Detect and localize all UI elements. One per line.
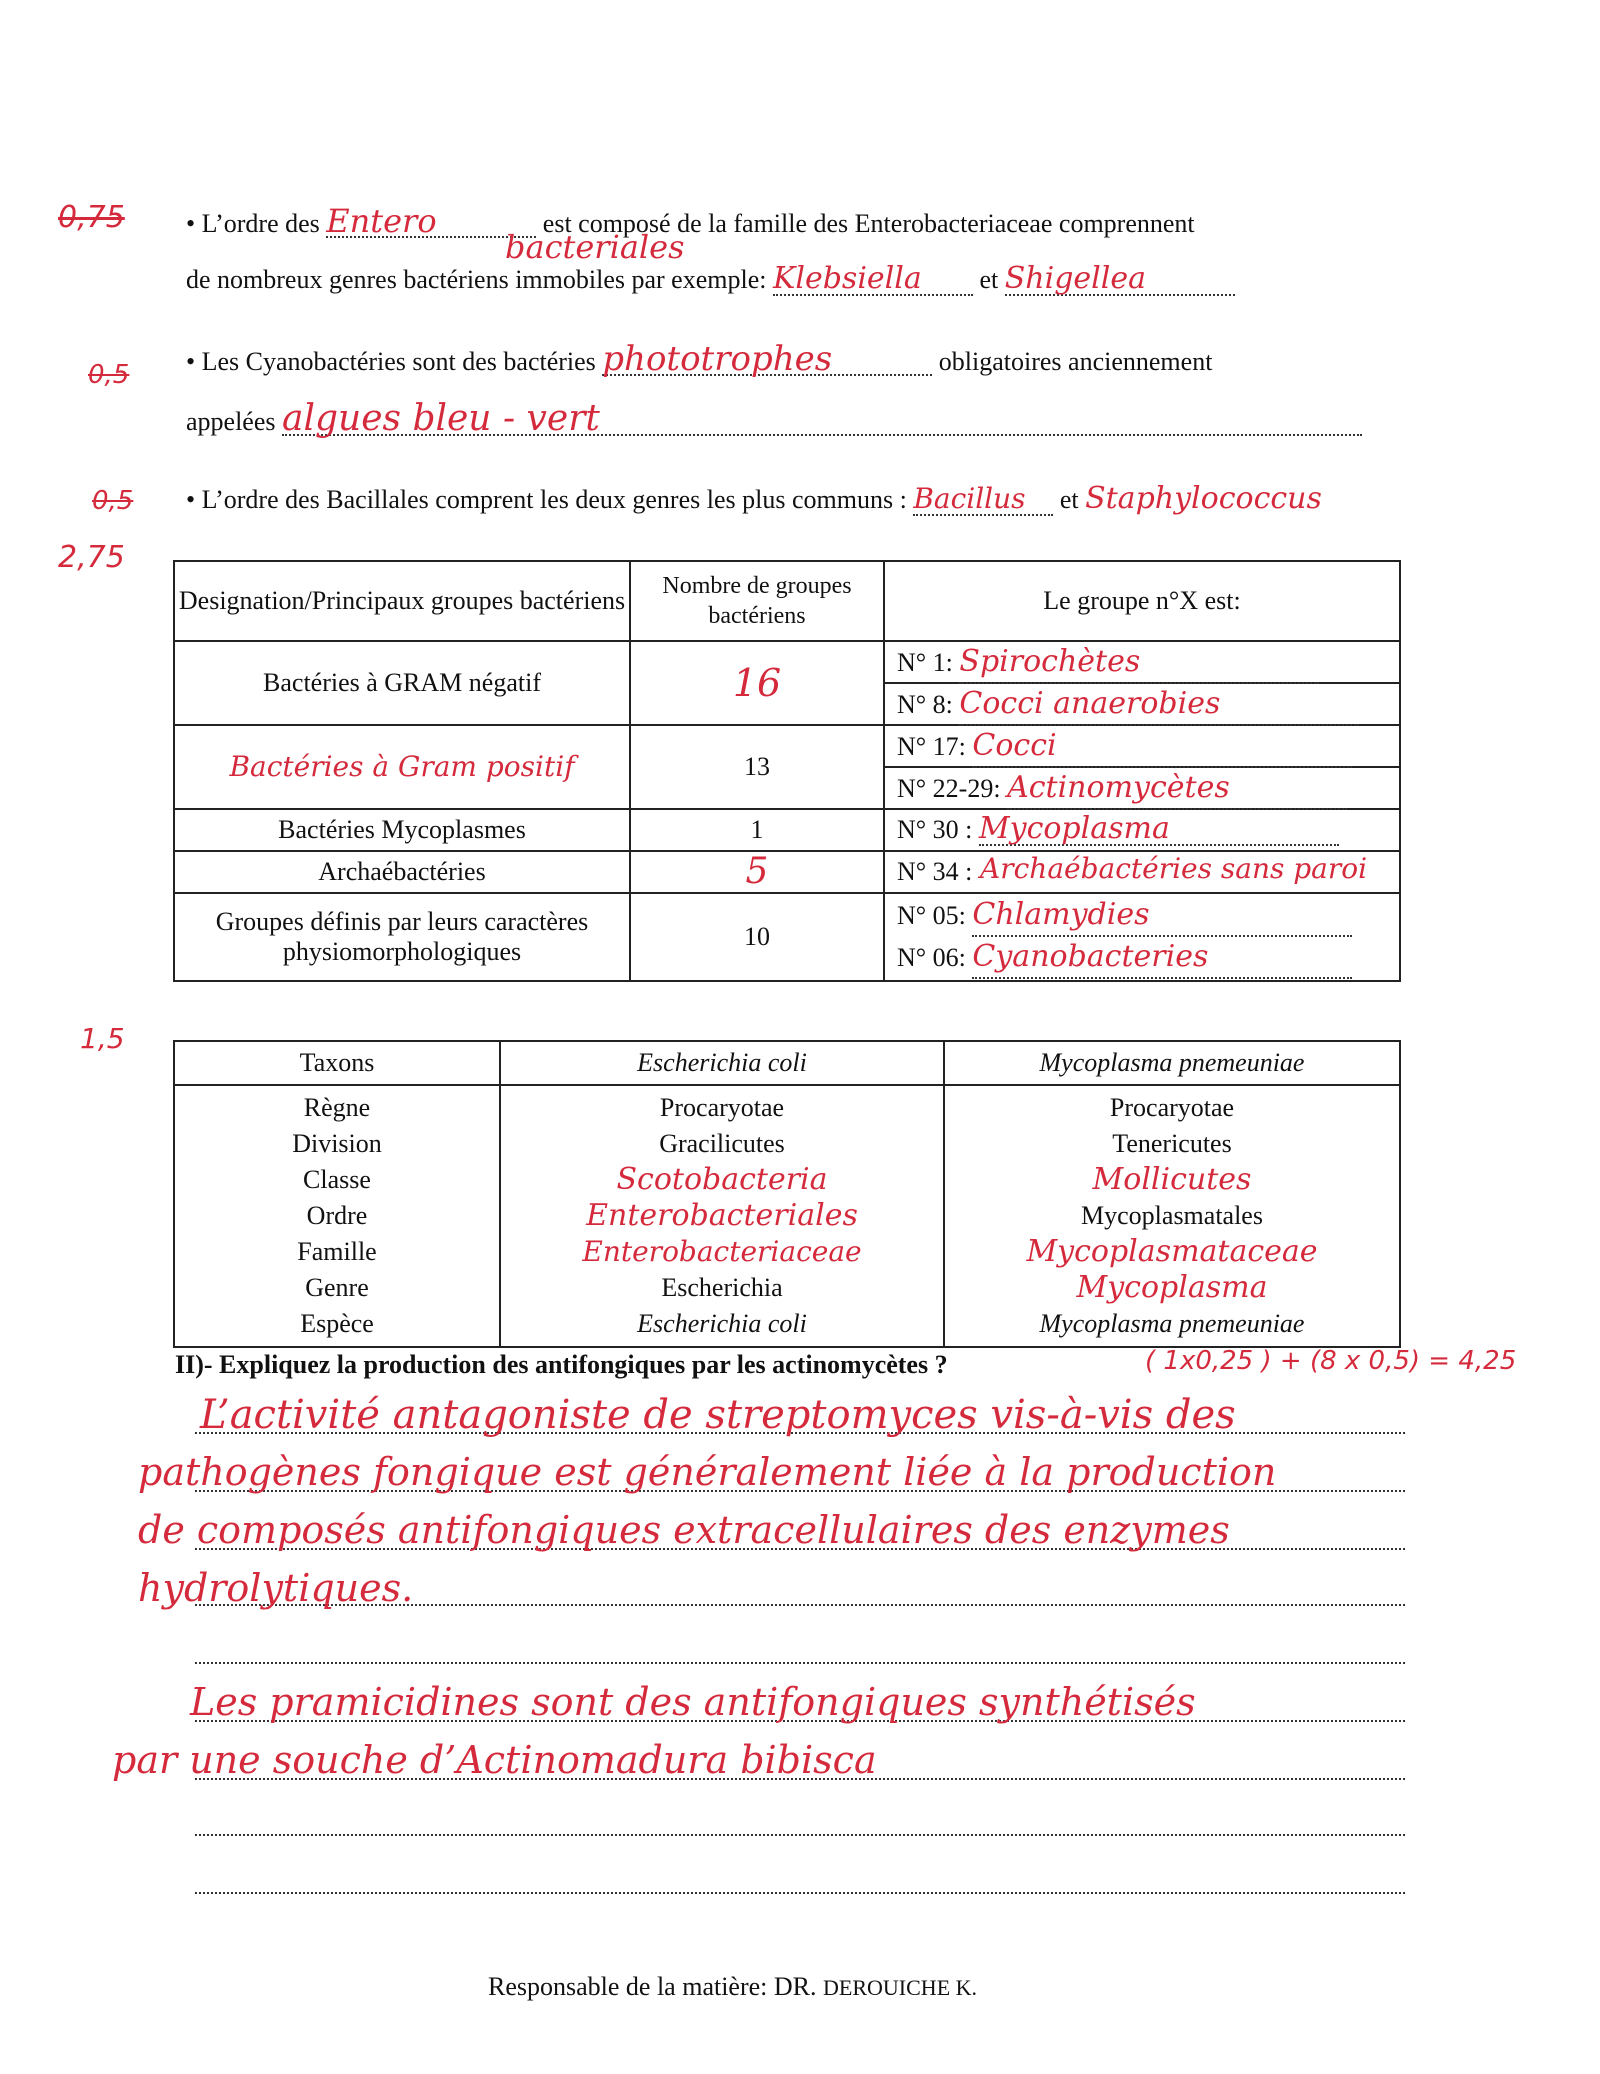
sub-answer: Actinomycètes [1007,768,1347,810]
ecoli-value: Scotobacteria [616,1162,828,1197]
answer-line: pathogènes fongique est généralement liée à la production [138,1450,1277,1494]
table-row [174,893,1400,981]
q4-score-formula: ( 1x0,25 ) + (8 x 0,5) = 4,25 [1145,1346,1517,1376]
th-ecoli: Escherichia coli [500,1041,944,1085]
taxon-rank: Division [292,1129,382,1158]
sub-answer: Spirochètes [959,642,1319,684]
th-mycoplasma: Mycoplasma pnemeuniae [944,1041,1400,1085]
ecoli-column [500,1085,944,1347]
group-name: Bactéries Mycoplasmes [174,809,630,851]
answer-line: L’activité antagoniste de streptomyces vis-à-vis des [200,1392,1236,1438]
footer-prefix: Responsable de la matière: DR. [488,1972,817,2001]
answer-line: de composés antifongiques extracellulaires des enzymes [138,1508,1230,1552]
q1-text-1: • L’ordre des [186,209,320,238]
group-count: 5 [630,851,884,893]
q1-text-3: de nombreux genres bactériens immobiles par exemple: [186,265,767,294]
sub-label: N° 22-29: [897,774,1001,803]
q3-line [186,481,1322,516]
sub-label: N° 1: [897,648,953,677]
total-score-b: 1,5 [80,1022,125,1055]
q2-text-2: obligatoires anciennement [938,347,1213,376]
score-q2: 0,5 [88,360,130,390]
sub-answer: Chlamydies [972,895,1352,937]
myco-value: Mycoplasma pnemeuniae [1039,1309,1305,1338]
q1-answer-order-cont: bacteriales [505,228,685,266]
q1-text-4: et [979,265,999,294]
group-name: Archaébactéries [174,851,630,893]
q1-line2 [186,261,1235,296]
group-count: 1 [630,809,884,851]
q1-answer-genus-2: Shigellea [1005,264,1235,296]
answer-line: hydrolytiques. [138,1566,414,1610]
ecoli-value: Enterobacteriales [586,1198,858,1233]
score-q3: 0,5 [92,486,134,516]
sub-label: N° 06: [897,943,966,972]
table-row [174,641,1400,725]
q2-answer-type: phototrophes [602,344,932,376]
score-q1: 0,75 [58,200,125,235]
sub-label: N° 8: [897,690,953,719]
myco-column [944,1085,1400,1347]
taxon-rank: Genre [305,1273,369,1302]
ecoli-value: Escherichia coli [637,1309,807,1338]
q2-text-3: appelées [186,407,276,436]
q1-line1 [186,202,1195,240]
q3-text-1: • L’ordre des Bacillales comprent les deux genres les plus communs : [186,485,907,514]
th-group-x: Le groupe n°X est: [884,561,1400,641]
taxon-rank: Famille [297,1237,377,1266]
myco-value: Procaryotae [1109,1093,1235,1122]
sub-answer: Archaébactéries sans paroi [980,852,1368,885]
group-count: 13 [630,725,884,809]
th-designation: Designation/Principaux groupes bactériens [174,561,630,641]
taxon-rank: Ordre [306,1201,368,1230]
q2-line1 [186,339,1213,379]
q3-answer-genus-1: Bacillus [913,484,1053,516]
sub-answer: Cocci anaerobies [959,684,1359,726]
ecoli-value: Gracilicutes [659,1129,785,1158]
ecoli-value: Procaryotae [659,1093,785,1122]
q3-answer-genus-2: Staphylococcus [1085,481,1322,516]
th-count: Nombre de groupes bactériens [630,561,884,641]
sub-label: N° 30 : [897,815,973,844]
q3-text-2: et [1059,485,1079,514]
group-name: Bactéries à GRAM négatif [174,641,630,725]
ecoli-value: Escherichia [661,1273,783,1302]
total-score-a: 2,75 [58,540,125,575]
myco-value: Mollicutes [1092,1162,1252,1197]
q4-title: II)- Expliquez la production des antifongiques par les actinomycètes ? [175,1350,948,1379]
myco-value: Mycoplasma [1076,1270,1268,1305]
q1-text-2: est composé de la famille des Enterobacteriaceae comprennent [542,209,1195,238]
answer-line: Les pramicidines sont des antifongiques synthétisés [190,1680,1196,1724]
taxon-rank: Espèce [300,1309,374,1338]
q2-line2 [186,398,1362,439]
sub-label: N° 34 : [897,857,973,886]
taxon-rank: Classe [303,1165,371,1194]
footer [488,1972,977,2003]
myco-value: Mycoplasmataceae [1026,1234,1318,1269]
myco-value: Mycoplasmatales [1081,1201,1263,1230]
footer-name: DEROUICHE K. [823,1975,978,2000]
sub-label: N° 17: [897,732,966,761]
sub-answer: Mycoplasma [979,814,1339,846]
table-row [174,809,1400,851]
taxon-rank: Règne [303,1093,371,1122]
sub-answer: Cyanobacteries [972,937,1352,979]
q1-answer-genus-1: Klebsiella [773,264,973,296]
answer-line: par une souche d’Actinomadura bibisca [112,1738,877,1782]
group-count: 10 [630,893,884,981]
table-row [174,851,1400,893]
taxon-column [174,1085,500,1347]
group-count: 16 [630,641,884,725]
q1-answer-order: Entero [326,206,536,238]
group-name: Groupes définis par leurs caractères physiomorphologiques [174,893,630,981]
q2-text-1: • Les Cyanobactéries sont des bactéries [186,347,596,376]
ecoli-value: Enterobacteriaceae [582,1235,862,1268]
sub-answer: Cocci [972,726,1352,768]
groups-table [173,560,1401,982]
myco-value: Tenericutes [1112,1129,1232,1158]
table-row [174,725,1400,809]
group-name: Bactéries à Gram positif [174,725,630,809]
q2-answer-old-name: algues bleu - vert [282,404,1362,436]
sub-label: N° 05: [897,901,966,930]
th-taxons: Taxons [174,1041,500,1085]
taxonomy-table [173,1040,1401,1348]
